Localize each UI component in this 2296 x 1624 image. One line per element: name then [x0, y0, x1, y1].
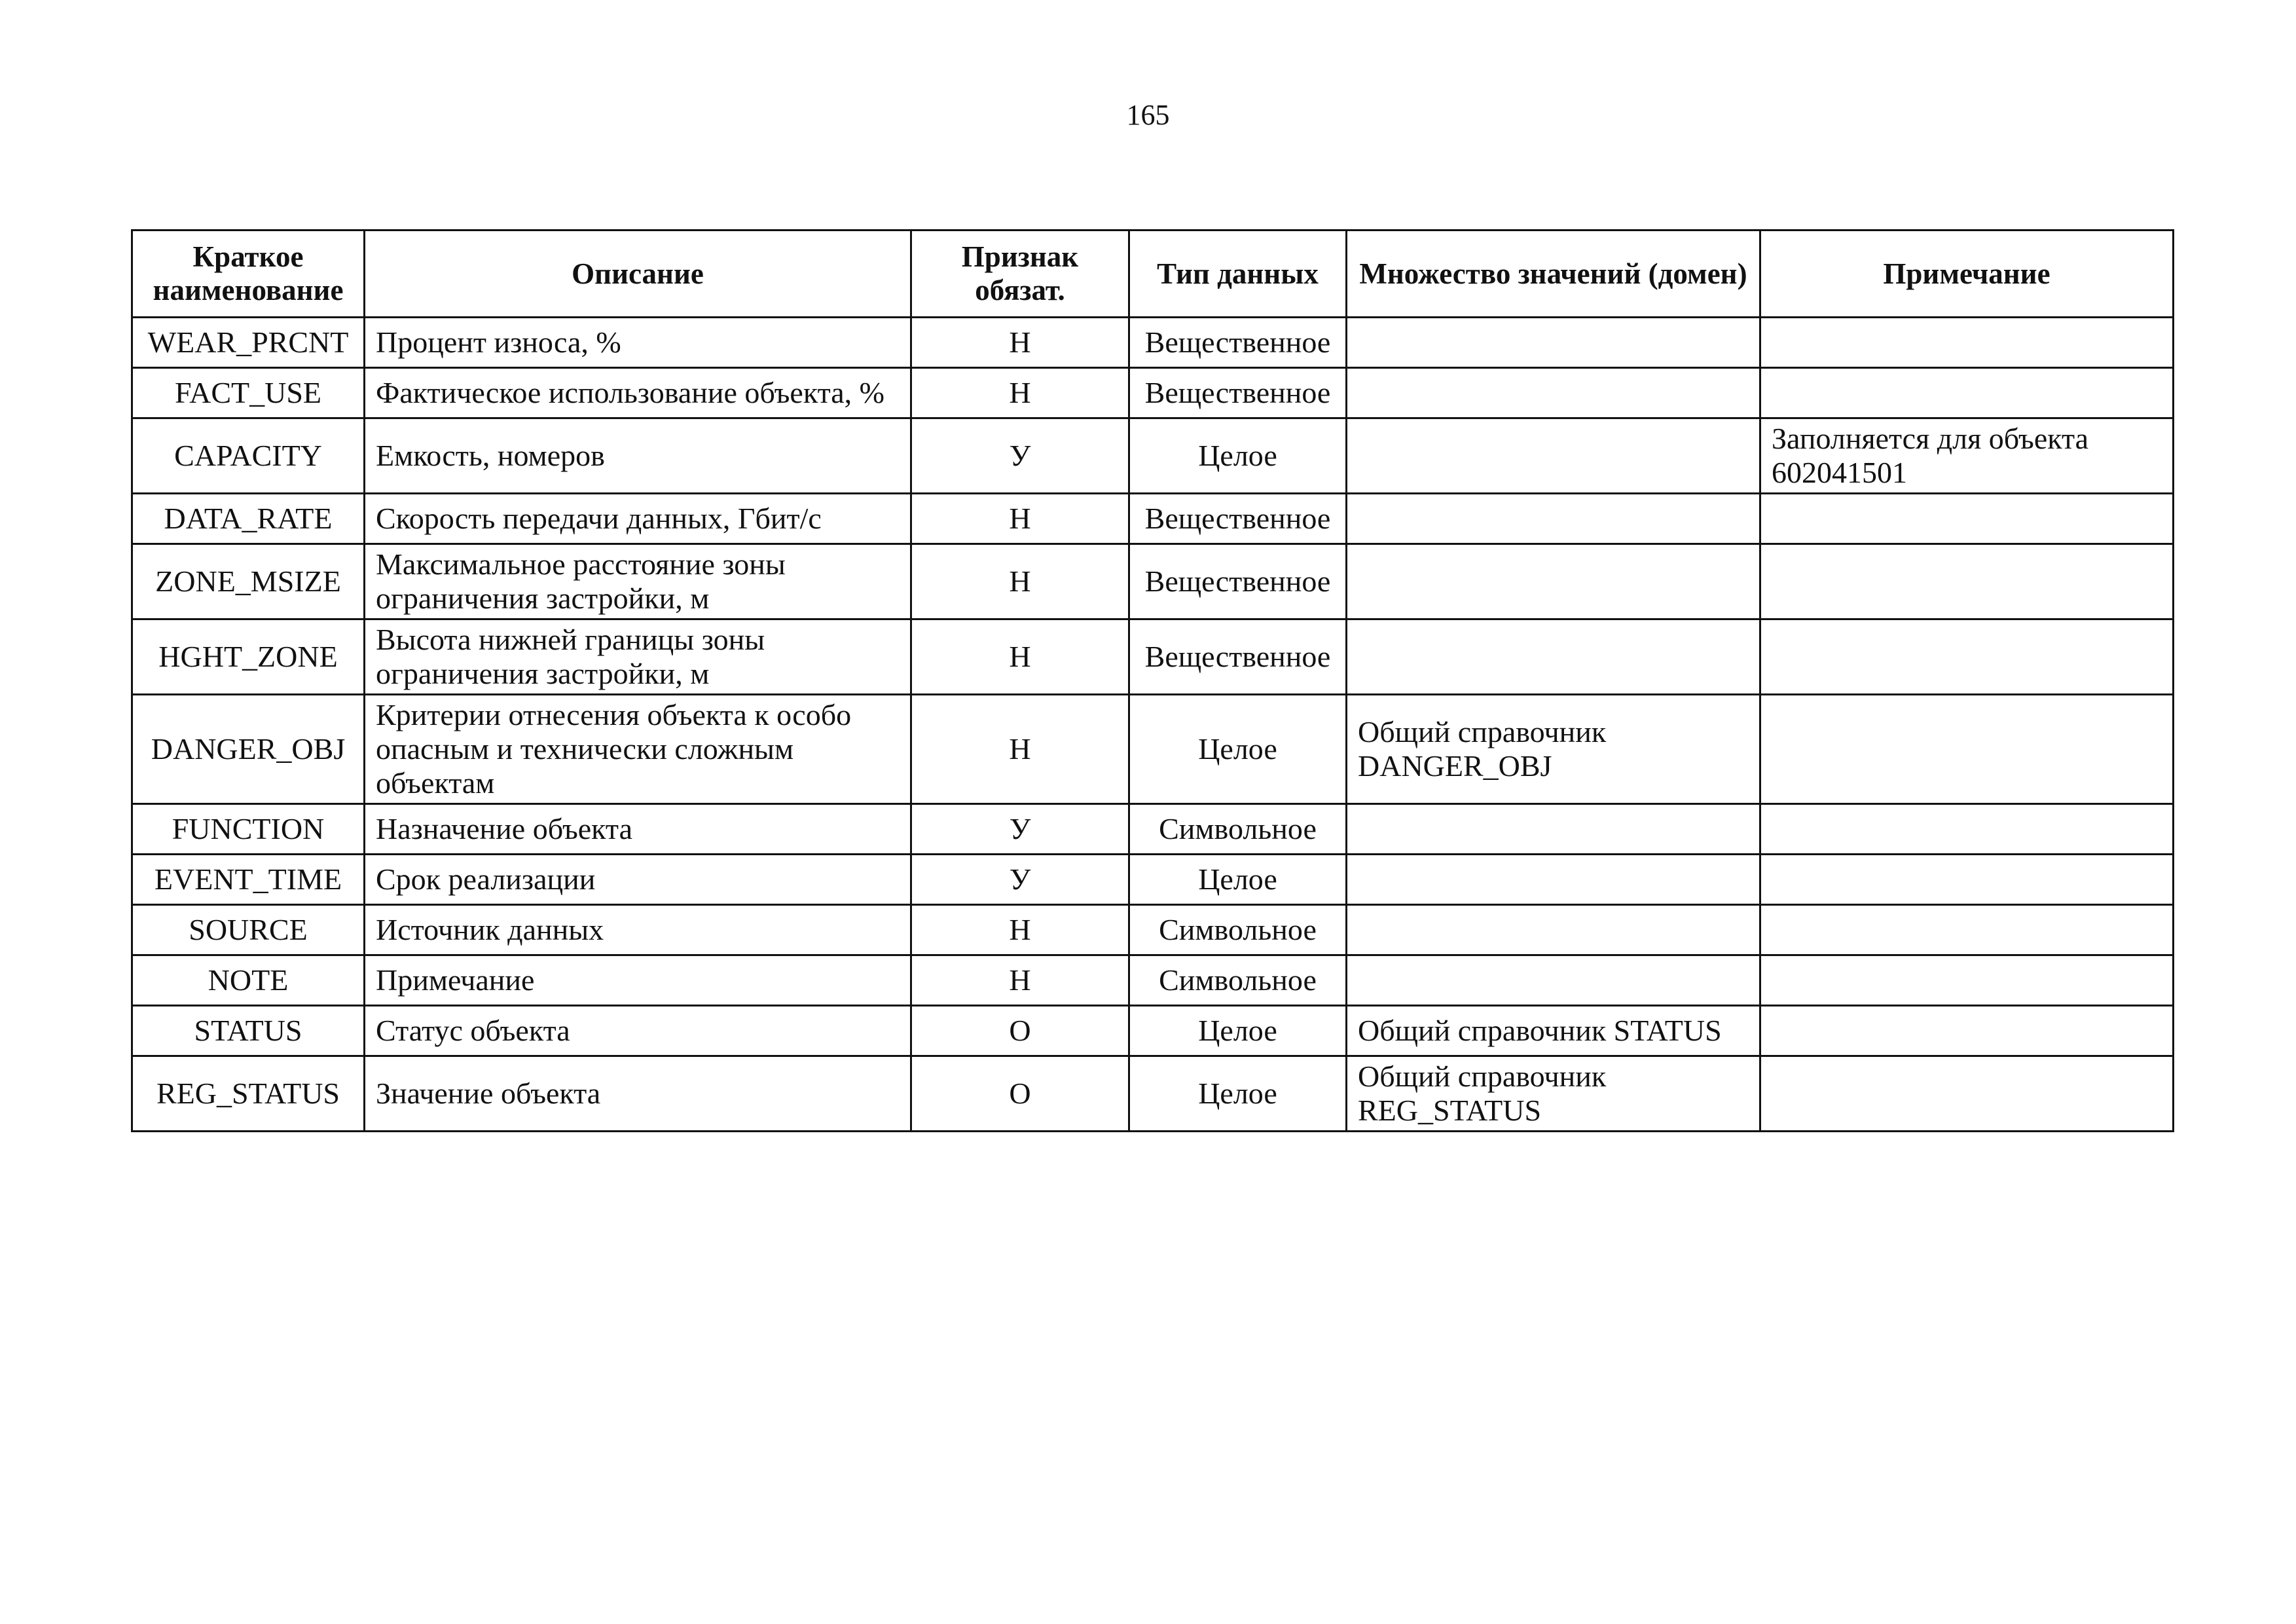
cell-type: Вещественное	[1129, 318, 1347, 368]
cell-note	[1760, 318, 2174, 368]
cell-domain	[1347, 368, 1760, 418]
cell-domain	[1347, 493, 1760, 544]
cell-name: FUNCTION	[132, 803, 365, 854]
cell-note	[1760, 1056, 2174, 1131]
table-row	[132, 619, 2174, 694]
cell-required: У	[911, 803, 1129, 854]
cell-domain	[1347, 803, 1760, 854]
cell-description: Критерии отнесения объекта к особо опасным и технически сложным объектам	[365, 694, 911, 803]
cell-name: DANGER_OBJ	[132, 694, 365, 803]
cell-domain: Общий справочник REG_STATUS	[1347, 1056, 1760, 1131]
cell-note: Заполняется для объекта 602041501	[1760, 418, 2174, 494]
cell-description: Примечание	[365, 955, 911, 1005]
cell-required: О	[911, 1005, 1129, 1056]
cell-required: Н	[911, 493, 1129, 544]
cell-type: Символьное	[1129, 955, 1347, 1005]
cell-name: EVENT_TIME	[132, 854, 365, 904]
cell-description: Скорость передачи данных, Гбит/с	[365, 493, 911, 544]
cell-description: Фактическое использование объекта, %	[365, 368, 911, 418]
cell-name: HGHT_ZONE	[132, 619, 365, 694]
cell-type: Целое	[1129, 1056, 1347, 1131]
cell-required: Н	[911, 368, 1129, 418]
cell-type: Символьное	[1129, 803, 1347, 854]
cell-type: Вещественное	[1129, 544, 1347, 619]
header-type: Тип данных	[1129, 231, 1347, 318]
cell-note	[1760, 694, 2174, 803]
cell-required: О	[911, 1056, 1129, 1131]
cell-note	[1760, 854, 2174, 904]
cell-domain: Общий справочник STATUS	[1347, 1005, 1760, 1056]
cell-name: WEAR_PRCNT	[132, 318, 365, 368]
cell-description: Назначение объекта	[365, 803, 911, 854]
header-description: Описание	[365, 231, 911, 318]
table-row	[132, 854, 2174, 904]
table-row	[132, 368, 2174, 418]
cell-type: Вещественное	[1129, 368, 1347, 418]
cell-required: Н	[911, 904, 1129, 955]
cell-note	[1760, 544, 2174, 619]
cell-type: Вещественное	[1129, 619, 1347, 694]
attributes-table	[131, 229, 2174, 1132]
cell-type: Символьное	[1129, 904, 1347, 955]
cell-description: Источник данных	[365, 904, 911, 955]
cell-name: CAPACITY	[132, 418, 365, 494]
cell-note	[1760, 493, 2174, 544]
table-row	[132, 803, 2174, 854]
cell-description: Высота нижней границы зоны ограничения застройки, м	[365, 619, 911, 694]
cell-required: У	[911, 418, 1129, 494]
cell-type: Целое	[1129, 1005, 1347, 1056]
cell-required: У	[911, 854, 1129, 904]
table-row	[132, 493, 2174, 544]
cell-domain	[1347, 904, 1760, 955]
cell-note	[1760, 1005, 2174, 1056]
cell-domain	[1347, 418, 1760, 494]
cell-domain: Общий справочник DANGER_OBJ	[1347, 694, 1760, 803]
cell-required: Н	[911, 318, 1129, 368]
cell-description: Емкость, номеров	[365, 418, 911, 494]
cell-note	[1760, 904, 2174, 955]
page-number: 165	[1126, 99, 1170, 131]
cell-note	[1760, 619, 2174, 694]
cell-domain	[1347, 544, 1760, 619]
table-row	[132, 418, 2174, 494]
cell-name: ZONE_MSIZE	[132, 544, 365, 619]
header-note: Примечание	[1760, 231, 2174, 318]
table-row	[132, 1005, 2174, 1056]
cell-description: Значение объекта	[365, 1056, 911, 1131]
table-row	[132, 318, 2174, 368]
cell-description: Срок реализации	[365, 854, 911, 904]
table-row	[132, 955, 2174, 1005]
cell-name: SOURCE	[132, 904, 365, 955]
cell-type: Целое	[1129, 418, 1347, 494]
header-domain: Множество значений (домен)	[1347, 231, 1760, 318]
cell-description: Максимальное расстояние зоны ограничения застройки, м	[365, 544, 911, 619]
cell-name: REG_STATUS	[132, 1056, 365, 1131]
cell-domain	[1347, 619, 1760, 694]
cell-note	[1760, 368, 2174, 418]
cell-type: Целое	[1129, 854, 1347, 904]
cell-note	[1760, 955, 2174, 1005]
cell-name: NOTE	[132, 955, 365, 1005]
cell-required: Н	[911, 955, 1129, 1005]
cell-type: Вещественное	[1129, 493, 1347, 544]
cell-description: Статус объекта	[365, 1005, 911, 1056]
table-header-row	[132, 231, 2174, 318]
table-row	[132, 904, 2174, 955]
cell-name: STATUS	[132, 1005, 365, 1056]
cell-name: FACT_USE	[132, 368, 365, 418]
table-row	[132, 694, 2174, 803]
cell-domain	[1347, 318, 1760, 368]
cell-domain	[1347, 854, 1760, 904]
cell-note	[1760, 803, 2174, 854]
cell-type: Целое	[1129, 694, 1347, 803]
cell-required: Н	[911, 619, 1129, 694]
cell-required: Н	[911, 694, 1129, 803]
table-row	[132, 544, 2174, 619]
header-required: Признак обязат.	[911, 231, 1129, 318]
table-row	[132, 1056, 2174, 1131]
cell-name: DATA_RATE	[132, 493, 365, 544]
cell-domain	[1347, 955, 1760, 1005]
cell-description: Процент износа, %	[365, 318, 911, 368]
cell-required: Н	[911, 544, 1129, 619]
header-name: Краткое наименование	[132, 231, 365, 318]
